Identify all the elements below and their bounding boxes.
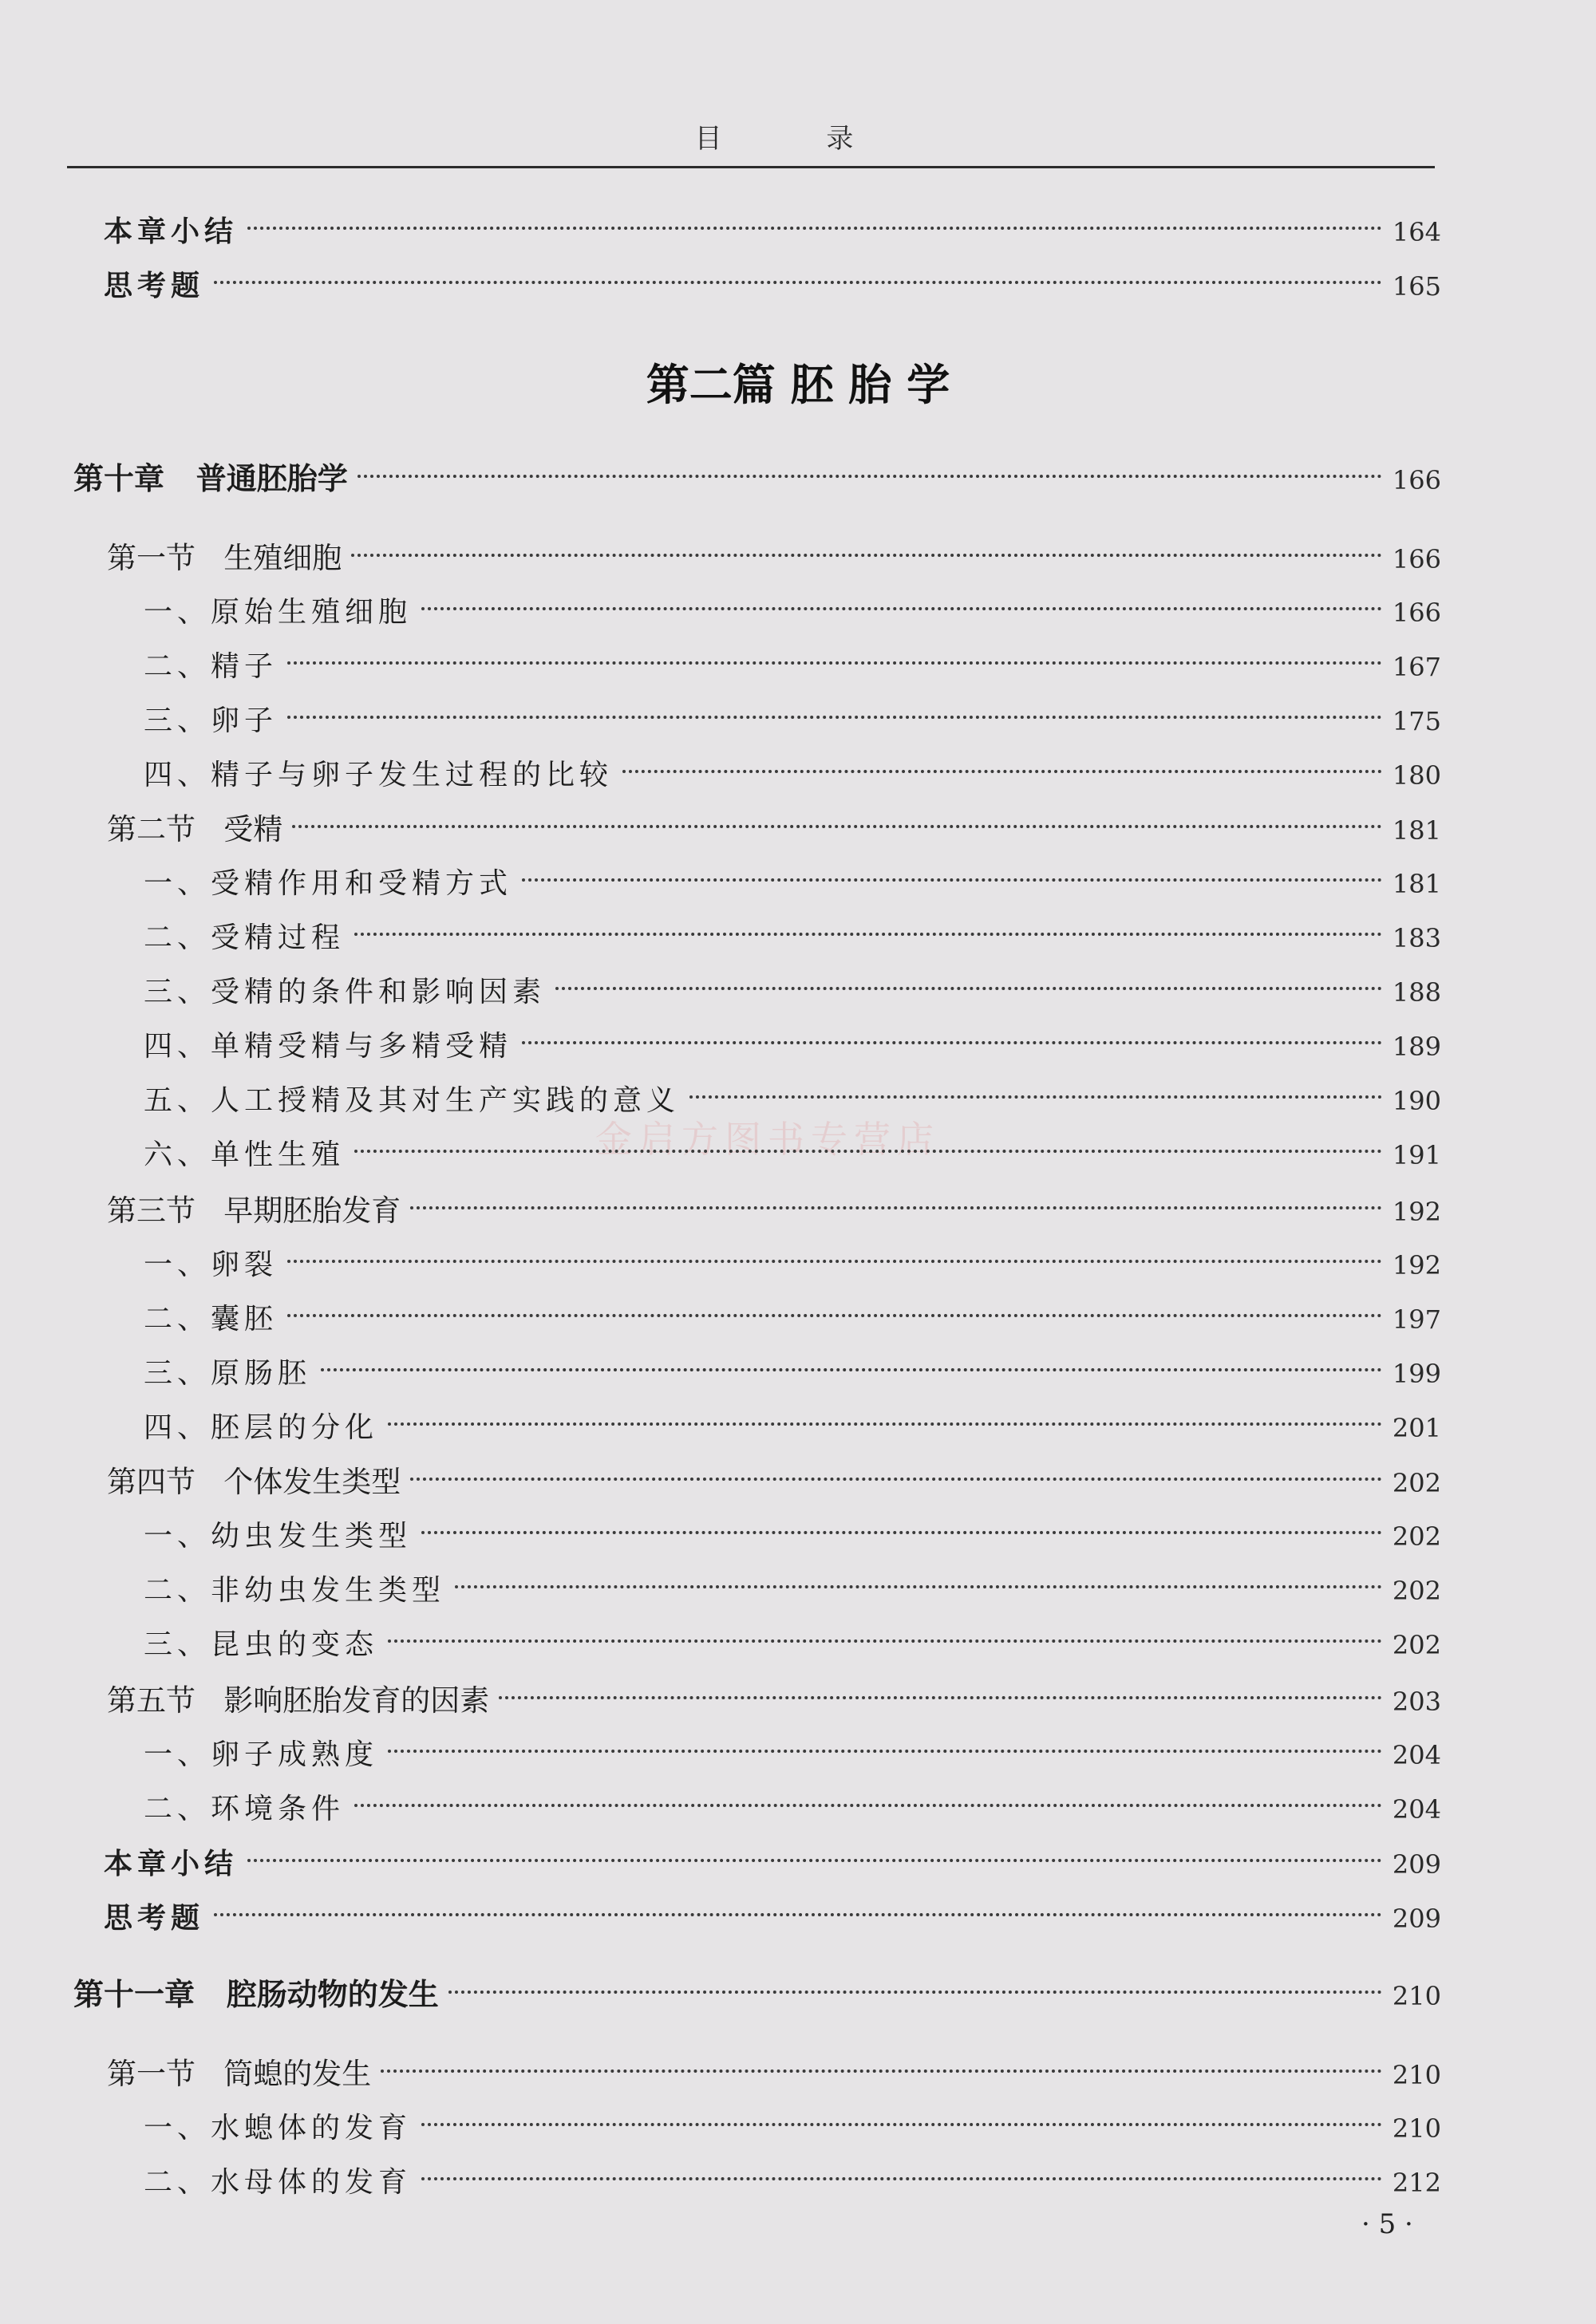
toc-entry-label: 一、卵子成熟度: [144, 1738, 379, 1771]
toc-entry-page: 164: [1392, 217, 1441, 247]
toc-dot-leader: [381, 2070, 1382, 2073]
toc-dot-leader: [421, 2177, 1382, 2180]
toc-entry-label: 一、受精作用和受精方式: [144, 867, 513, 900]
toc-entry-summary: [104, 209, 1441, 254]
part-title: 第二篇 胚 胎 学: [646, 360, 950, 410]
toc-entry-item: [144, 590, 1441, 635]
toc-entry-page: 192: [1392, 1250, 1441, 1280]
toc-dot-leader: [321, 1368, 1382, 1371]
toc-entry-label: 本章小结: [104, 215, 239, 248]
toc-dot-leader: [354, 933, 1382, 936]
toc-entry-section: [107, 807, 1441, 852]
toc-entry-item: [144, 1351, 1441, 1396]
toc-entry-label: 二、非幼虫发生类型: [144, 1574, 446, 1607]
toc-entry-page: 192: [1392, 1197, 1441, 1227]
toc-entry-section: [107, 536, 1441, 581]
toc-entry-page: 189: [1392, 1032, 1441, 1062]
toc-dot-leader: [287, 1260, 1382, 1263]
toc-entry-page: 209: [1392, 1849, 1441, 1880]
toc-dot-leader: [354, 1804, 1382, 1807]
toc-entry-summary: [104, 1896, 1441, 1940]
toc-entry-chapter: [73, 456, 1441, 501]
toc-entry-label: 第十一章 腔肠动物的发生: [73, 1977, 439, 2012]
toc-entry-label: 二、精子: [144, 650, 279, 683]
toc-entry-label: 六、单性生殖: [144, 1138, 346, 1171]
toc-dot-leader: [421, 2123, 1382, 2126]
toc-entry-item: [144, 1568, 1441, 1613]
toc-entry-label: 三、卵子: [144, 704, 279, 737]
toc-dot-leader: [689, 1095, 1382, 1099]
toc-entry-item: [144, 1733, 1441, 1778]
toc-entry-label: 第一节 筒螅的发生: [107, 2057, 372, 2091]
toc-dot-leader: [214, 1913, 1382, 1916]
toc-entry-label: 第三节 早期胚胎发育: [107, 1194, 401, 1228]
toc-dot-leader: [247, 1859, 1382, 1862]
toc-entry-section: [107, 1679, 1441, 1723]
toc-dot-leader: [522, 1041, 1382, 1044]
toc-entry-section: [107, 1460, 1441, 1505]
toc-entry-item: [144, 916, 1441, 961]
toc-entry-label: 二、环境条件: [144, 1793, 346, 1825]
toc-entry-label: 二、囊胚: [144, 1303, 279, 1336]
toc-entry-page: 181: [1392, 869, 1441, 899]
toc-dot-leader: [292, 825, 1382, 828]
toc-entry-label: 第一节 生殖细胞: [107, 541, 342, 575]
toc-entry-summary: [104, 263, 1441, 308]
toc-entry-label: 四、单精受精与多精受精: [144, 1030, 513, 1063]
toc-entry-item: [144, 1623, 1441, 1667]
toc-entry-page: 203: [1392, 1687, 1441, 1717]
toc-entry-page: 197: [1392, 1304, 1441, 1335]
toc-entry-page: 165: [1392, 271, 1441, 302]
toc-entry-page: 175: [1392, 706, 1441, 736]
toc-entry-page: 209: [1392, 1904, 1441, 1934]
toc-dot-leader: [499, 1696, 1382, 1699]
toc-dot-leader: [410, 1206, 1382, 1209]
toc-entry-page: 188: [1392, 977, 1441, 1008]
toc-entry-label: 一、原始生殖细胞: [144, 596, 413, 629]
toc-entry-item: [144, 753, 1441, 798]
toc-entry-page: 210: [1392, 2113, 1441, 2144]
toc-entry-section: [107, 2052, 1441, 2097]
toc-dot-leader: [421, 1531, 1382, 1534]
page-number: · 5 ·: [1361, 2208, 1413, 2240]
toc-entry-item: [144, 970, 1441, 1015]
toc-entry-label: 第二节 受精: [107, 812, 283, 846]
toc-entry-label: 三、昆虫的变态: [144, 1628, 379, 1661]
toc-dot-leader: [388, 1639, 1382, 1643]
toc-entry-page: 199: [1392, 1359, 1441, 1389]
toc-dot-leader: [455, 1585, 1382, 1588]
toc-dot-leader: [354, 1150, 1382, 1153]
toc-entry-label: 一、幼虫发生类型: [144, 1520, 413, 1553]
toc-entry-label: 二、水母体的发育: [144, 2166, 413, 2199]
header-rule: [67, 166, 1435, 168]
toc-entry-label: 四、胚层的分化: [144, 1411, 379, 1444]
toc-entry-label: 第五节 影响胚胎发育的因素: [107, 1683, 490, 1718]
toc-entry-page: 210: [1392, 2060, 1441, 2090]
toc-dot-leader: [622, 770, 1382, 773]
toc-entry-page: 181: [1392, 815, 1441, 846]
toc-entry-page: 202: [1392, 1521, 1441, 1552]
toc-entry-label: 五、人工授精及其对生产实践的意义: [144, 1084, 681, 1117]
toc-entry-label: 思考题: [104, 1901, 205, 1935]
toc-entry-page: 210: [1392, 1981, 1441, 2011]
toc-dot-leader: [410, 1478, 1382, 1481]
watermark: 金启方图书专营店: [595, 1118, 940, 1161]
toc-entry-label: 第四节 个体发生类型: [107, 1465, 401, 1499]
toc-dot-leader: [555, 987, 1382, 990]
toc-entry-page: 167: [1392, 652, 1441, 682]
toc-dot-leader: [287, 716, 1382, 719]
toc-entry-item: [144, 862, 1441, 906]
toc-entry-item: [144, 1243, 1441, 1288]
toc-entry-page: 202: [1392, 1468, 1441, 1498]
toc-entry-page: 191: [1392, 1140, 1441, 1170]
toc-entry-item: [144, 2160, 1441, 2205]
toc-entry-section: [107, 1189, 1441, 1233]
toc-entry-page: 166: [1392, 598, 1441, 628]
toc-entry-item: [144, 1024, 1441, 1069]
toc-entry-page: 202: [1392, 1576, 1441, 1606]
toc-entry-page: 201: [1392, 1413, 1441, 1443]
toc-dot-leader: [522, 878, 1382, 882]
toc-entry-summary: [104, 1841, 1441, 1886]
toc-entry-label: 第十章 普通胚胎学: [73, 461, 348, 496]
toc-dot-leader: [448, 1991, 1382, 1994]
toc-dot-leader: [287, 1314, 1382, 1317]
toc-entry-page: 166: [1392, 544, 1441, 574]
toc-entry-label: 思考题: [104, 269, 205, 302]
toc-dot-leader: [358, 475, 1382, 478]
toc-entry-page: 183: [1392, 923, 1441, 953]
toc-entry-label: 三、受精的条件和影响因素: [144, 976, 547, 1008]
toc-entry-page: 166: [1392, 465, 1441, 495]
toc-entry-item: [144, 699, 1441, 744]
toc-entry-chapter: [73, 1972, 1441, 2017]
toc-entry-label: 四、精子与卵子发生过程的比较: [144, 759, 614, 791]
toc-entry-label: 二、受精过程: [144, 921, 346, 954]
toc-entry-page: 202: [1392, 1630, 1441, 1660]
toc-entry-label: 一、卵裂: [144, 1249, 279, 1281]
toc-dot-leader: [214, 281, 1382, 284]
toc-entry-item: [144, 1787, 1441, 1832]
toc-dot-leader: [287, 661, 1382, 665]
toc-dot-leader: [388, 1422, 1382, 1426]
toc-entry-label: 一、水螅体的发育: [144, 2112, 413, 2144]
toc-entry-item: [144, 645, 1441, 689]
toc-entry-item: [144, 1297, 1441, 1342]
toc-entry-page: 180: [1392, 760, 1441, 791]
toc-entry-item: [144, 1514, 1441, 1559]
toc-entry-page: 204: [1392, 1740, 1441, 1770]
toc-dot-leader: [388, 1750, 1382, 1753]
toc-entry-item: [144, 1133, 1441, 1178]
toc-entry-item: [144, 1406, 1441, 1450]
toc-dot-leader: [351, 554, 1382, 557]
toc-entry-page: 212: [1392, 2168, 1441, 2198]
toc-entry-item: [144, 1079, 1441, 1123]
toc-entry-page: 204: [1392, 1794, 1441, 1825]
toc-entry-item: [144, 2106, 1441, 2151]
page-header-title: 目 录: [694, 123, 902, 155]
toc-entry-label: 本章小结: [104, 1847, 239, 1880]
toc-dot-leader: [421, 607, 1382, 610]
toc-dot-leader: [247, 227, 1382, 230]
toc-entry-label: 三、原肠胚: [144, 1357, 312, 1390]
toc-entry-page: 190: [1392, 1086, 1441, 1116]
